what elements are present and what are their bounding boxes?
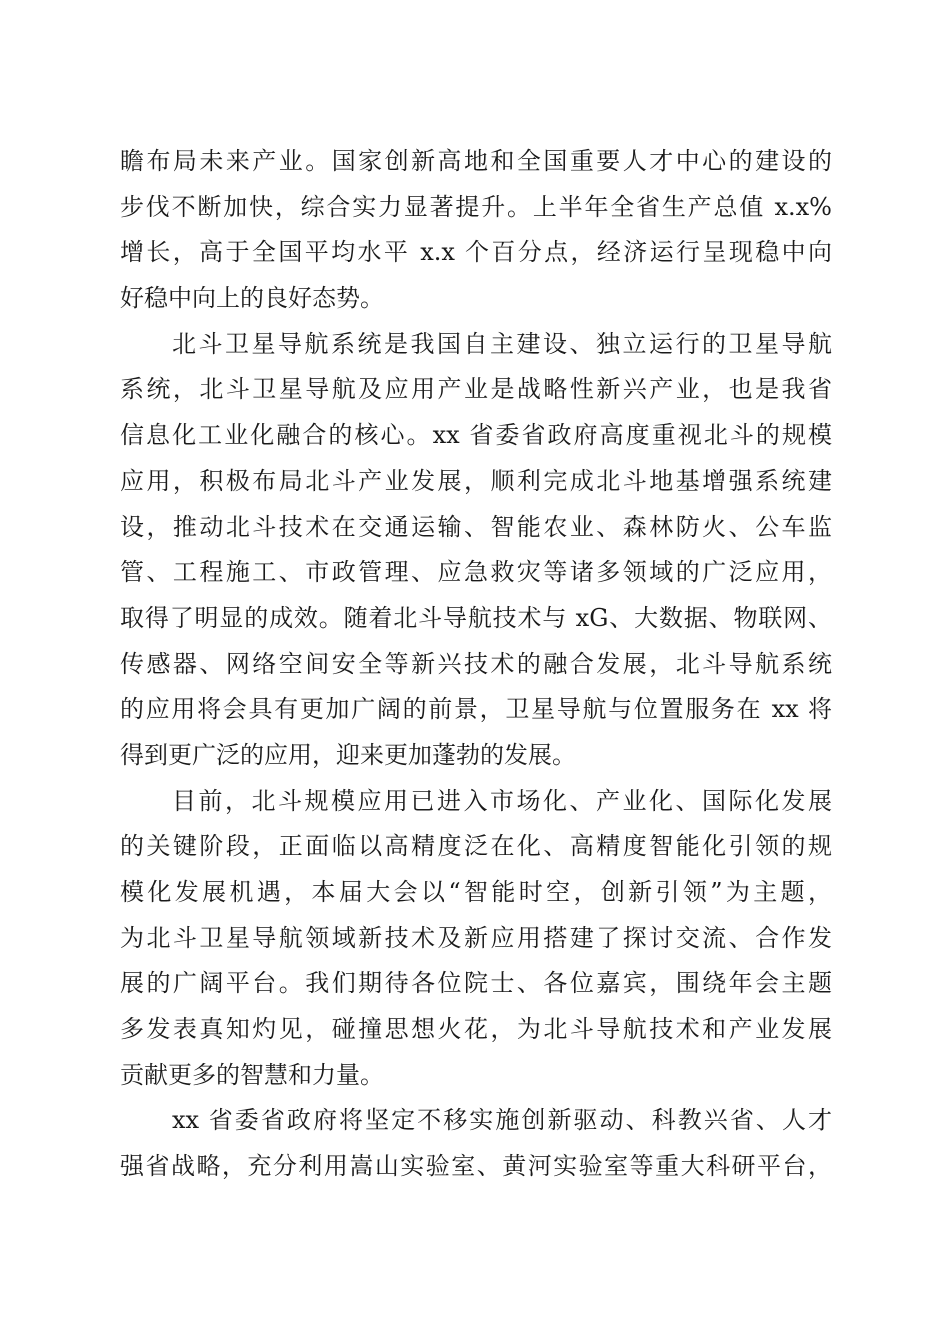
text-line: 多发表真知灼见，碰撞思想火花，为北斗导航技术和产业发展: [120, 1015, 832, 1044]
text-line: 应用，积极布局北斗产业发展，顺利完成北斗地基增强系统建: [120, 466, 832, 495]
text-line: 增长，高于全国平均水平 x.x 个百分点，经济运行呈现稳中向: [120, 238, 832, 267]
text-line: 展的广阔平台。我们期待各位院士、各位嘉宾，围绕年会主题: [120, 969, 832, 998]
text-line: 目前，北斗规模应用已进入市场化、产业化、国际化发展: [172, 786, 832, 815]
text-line: 的关键阶段，正面临以高精度泛在化、高精度智能化引领的规: [120, 832, 832, 861]
text-line: 步伐不断加快，综合实力显著提升。上半年全省生产总值 x.x%: [120, 192, 832, 221]
document-body: [120, 139, 832, 1190]
text-line: 好稳中向上的良好态势。: [120, 284, 384, 313]
text-line: 管、工程施工、市政管理、应急救灾等诸多领域的广泛应用，: [120, 558, 832, 587]
text-line: 信息化工业化融合的核心。xx 省委省政府高度重视北斗的规模: [120, 421, 832, 450]
text-line: 设，推动北斗技术在交通运输、智能农业、森林防火、公车监: [120, 512, 832, 541]
text-line: xx 省委省政府将坚定不移实施创新驱动、科教兴省、人才: [172, 1106, 832, 1135]
text-line: 传感器、网络空间安全等新兴技术的融合发展，北斗导航系统: [120, 649, 832, 678]
text-line: 贡献更多的智慧和力量。: [120, 1060, 384, 1089]
text-line: 强省战略，充分利用嵩山实验室、黄河实验室等重大科研平台，: [120, 1152, 832, 1181]
text-line: 为北斗卫星导航领域新技术及新应用搭建了探讨交流、合作发: [120, 923, 832, 952]
text-line: 得到更广泛的应用，迎来更加蓬勃的发展。: [120, 740, 576, 769]
paragraph: [120, 1098, 832, 1189]
text-line: 瞻布局未来产业。国家创新高地和全国重要人才中心的建设的: [120, 147, 832, 175]
text-line: 的应用将会具有更加广阔的前景，卫星导航与位置服务在 xx 将: [120, 695, 832, 724]
text-line: 取得了明显的成效。随着北斗导航技术与 xG、大数据、物联网、: [120, 603, 832, 632]
text-line: 系统，北斗卫星导航及应用产业是战略性新兴产业，也是我省: [120, 375, 832, 404]
paragraph: [120, 322, 832, 779]
paragraph: [120, 779, 832, 1099]
paragraph: [120, 139, 832, 322]
text-line: 北斗卫星导航系统是我国自主建设、独立运行的卫星导航: [172, 329, 832, 358]
text-line: 模化发展机遇，本届大会以“智能时空，创新引领”为主题，: [120, 878, 832, 906]
